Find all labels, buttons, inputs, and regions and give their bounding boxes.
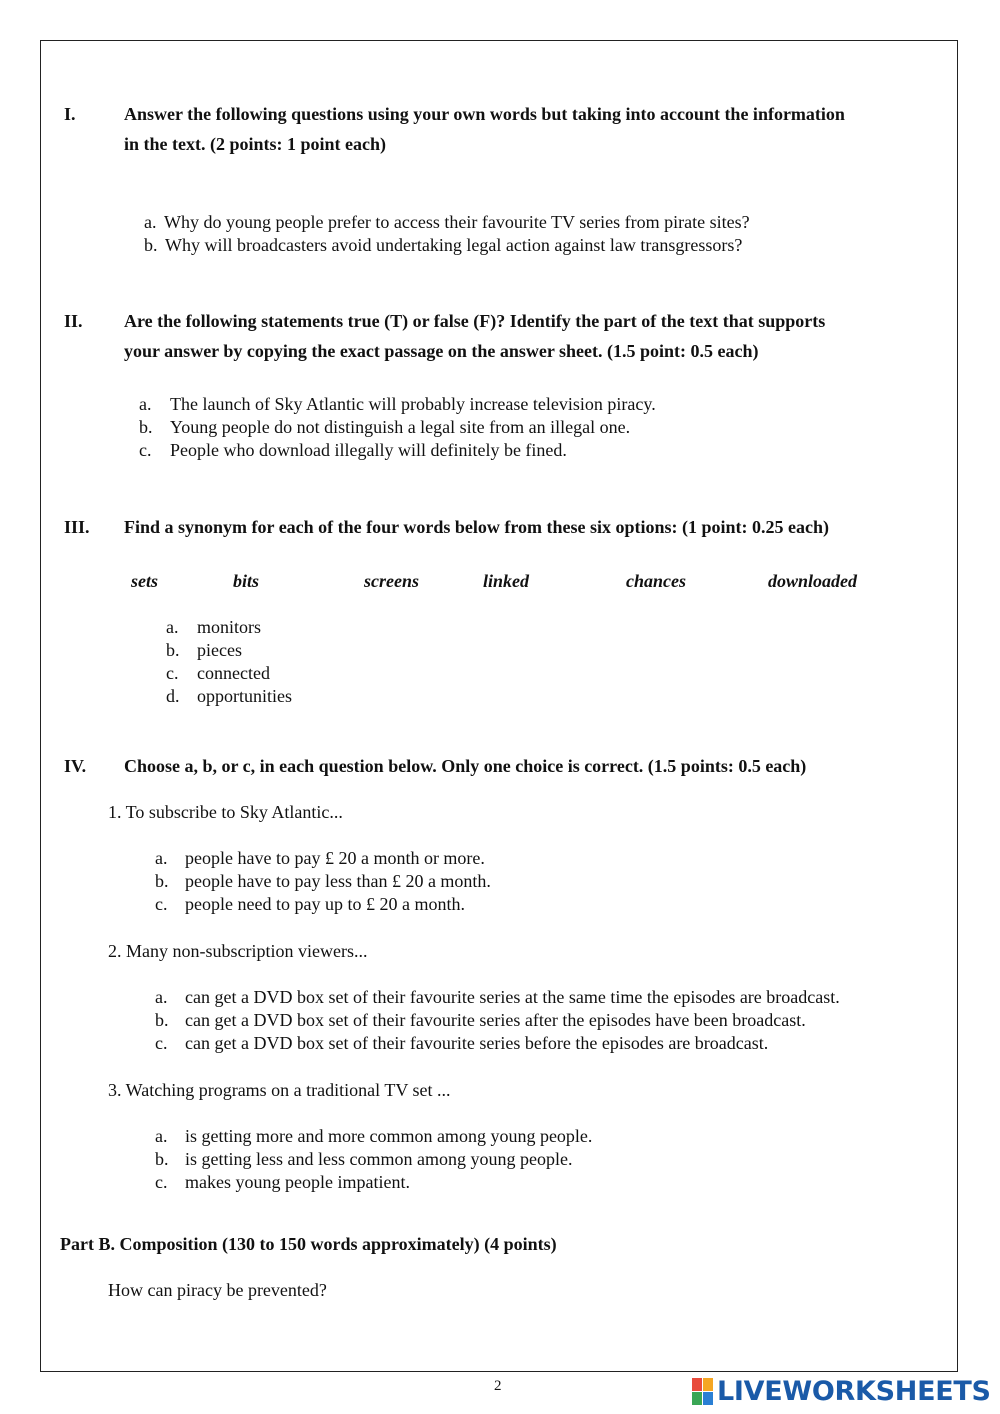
section3-heading: Find a synonym for each of the four words below from these six options: (1 point: 0.25 each): [124, 517, 829, 537]
item-label: a.: [139, 394, 152, 414]
item-label: c.: [166, 663, 179, 683]
item-text: Why will broadcasters avoid undertaking legal action against law transgressors?: [165, 235, 743, 255]
section1-item-b: [144, 235, 742, 256]
choice-label: c.: [155, 894, 168, 914]
section4-numeral: IV.: [64, 756, 87, 776]
option-bits: bits: [233, 571, 260, 591]
item-text: Young people do not distinguish a legal site from an illegal one.: [170, 417, 631, 437]
item-label: b.: [144, 235, 158, 255]
choice-text: people need to pay up to £ 20 a month.: [185, 894, 465, 914]
section1-item-a: [144, 212, 750, 233]
liveworksheets-logo-text: LIVEWORKSHEETS: [717, 1375, 991, 1407]
question-2-choice-b: [155, 1010, 806, 1031]
section2-item-c: [139, 440, 567, 461]
item-label: a.: [166, 617, 179, 637]
choice-label: a.: [155, 1126, 168, 1146]
question-1-choice-c: [155, 894, 465, 915]
section2-item-b: [139, 417, 630, 438]
question-2-choice-c: [155, 1033, 768, 1054]
item-text: monitors: [197, 617, 262, 637]
choice-text: can get a DVD box set of their favourite series before the episodes are broadcast.: [185, 1033, 769, 1053]
option-linked: linked: [483, 571, 530, 591]
item-text: The launch of Sky Atlantic will probably increase television piracy.: [170, 394, 656, 414]
partb-prompt: How can piracy be prevented?: [108, 1280, 327, 1300]
page-number: 2: [494, 1378, 502, 1394]
section3-item-a: [166, 617, 261, 638]
choice-text: people have to pay less than £ 20 a month.: [185, 871, 491, 891]
question-2-stem: 2. Many non-subscription viewers...: [108, 941, 368, 961]
choice-label: a.: [155, 987, 168, 1007]
item-text: opportunities: [197, 686, 292, 706]
section2-numeral: II.: [64, 311, 83, 331]
item-text: connected: [197, 663, 270, 683]
item-label: b.: [166, 640, 180, 660]
section3-item-b: [166, 640, 242, 661]
choice-label: c.: [155, 1033, 168, 1053]
choice-text: is getting more and more common among young people.: [185, 1126, 593, 1146]
section3-item-d: [166, 686, 292, 707]
section2-heading-line2: your answer by copying the exact passage on the answer sheet. (1.5 point: 0.5 each): [124, 341, 759, 361]
choice-text: people have to pay £ 20 a month or more.: [185, 848, 485, 868]
option-downloaded: downloaded: [768, 571, 858, 591]
item-text: pieces: [197, 640, 242, 660]
item-text: Why do young people prefer to access their favourite TV series from pirate sites?: [164, 212, 750, 232]
choice-label: b.: [155, 871, 169, 891]
option-chances: chances: [626, 571, 686, 591]
section1-heading-line2: in the text. (2 points: 1 point each): [124, 134, 386, 154]
item-text: People who download illegally will definitely be fined.: [170, 440, 567, 460]
section1-numeral: I.: [64, 104, 76, 124]
question-1-choice-b: [155, 871, 491, 892]
item-label: c.: [139, 440, 152, 460]
liveworksheets-logo-icon: [692, 1377, 714, 1405]
item-label: d.: [166, 686, 180, 706]
section4-heading: Choose a, b, or c, in each question below. Only one choice is correct. (1.5 points: 0.5 each): [124, 756, 807, 776]
choice-text: can get a DVD box set of their favourite series at the same time the episodes are broadcast.: [185, 987, 840, 1007]
choice-text: is getting less and less common among young people.: [185, 1149, 573, 1169]
question-3-stem: 3. Watching programs on a traditional TV set ...: [108, 1080, 451, 1100]
choice-text: makes young people impatient.: [185, 1172, 410, 1192]
choice-label: b.: [155, 1149, 169, 1169]
choice-text: can get a DVD box set of their favourite series after the episodes have been broadcast.: [185, 1010, 806, 1030]
section2-heading-line1: Are the following statements true (T) or false (F)? Identify the part of the text that supports: [124, 311, 826, 331]
partb-heading: Part B. Composition (130 to 150 words approximately) (4 points): [60, 1234, 557, 1254]
question-3-choice-b: [155, 1149, 572, 1170]
question-1-choice-a: [155, 848, 485, 869]
option-screens: screens: [364, 571, 419, 591]
section3-item-c: [166, 663, 270, 684]
item-label: a.: [144, 212, 157, 232]
question-2-choice-a: [155, 987, 840, 1008]
question-3-choice-a: [155, 1126, 592, 1147]
question-3-choice-c: [155, 1172, 410, 1193]
section3-numeral: III.: [64, 517, 90, 537]
item-label: b.: [139, 417, 153, 437]
liveworksheets-logo[interactable]: [692, 1374, 991, 1408]
option-sets: sets: [131, 571, 158, 591]
choice-label: b.: [155, 1010, 169, 1030]
choice-label: a.: [155, 848, 168, 868]
section2-item-a: [139, 394, 656, 415]
question-1-stem: 1. To subscribe to Sky Atlantic...: [108, 802, 343, 822]
choice-label: c.: [155, 1172, 168, 1192]
section1-heading-line1: Answer the following questions using your own words but taking into account the information: [124, 104, 845, 124]
